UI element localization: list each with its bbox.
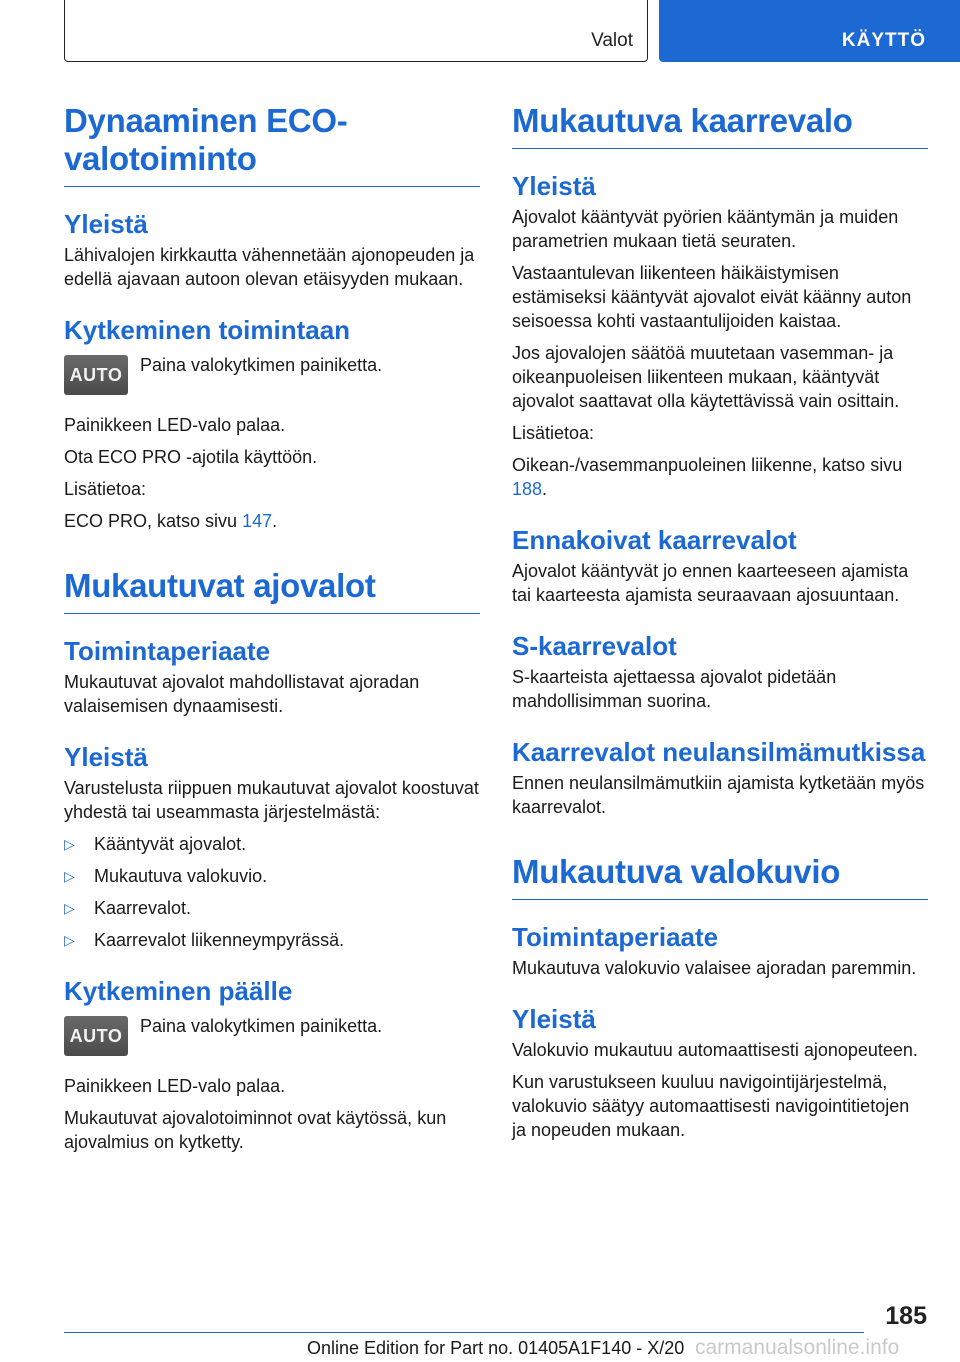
pattern-principle-text: Mukautuva valokuvio valaisee ajoradan paremmin. [512, 958, 917, 978]
watermark-text: carmanualsonline.info [695, 1336, 900, 1359]
heading-pattern-general: Yleistä [512, 1004, 596, 1034]
left-column [64, 102, 480, 1154]
page-number: 185 [885, 1302, 927, 1330]
switch-led-text: Painikkeen LED-valo palaa. [64, 1076, 286, 1096]
eco-general-text: Lähivalojen kirkkautta vähennetään ajonopeuden ja edellä ajavaan autoon olevan etäisyyden mukaan. [64, 245, 475, 289]
switch-press-text: Paina valokytkimen painiketta. [140, 1016, 383, 1036]
predictive-curve-text: Ajovalot kääntyvät jo ennen kaarteeseen ajamista tai kaarteesta ajamista seuraavaan ajosuuntaan. [512, 561, 909, 605]
heading-principle: Toimintaperiaate [64, 636, 271, 666]
heading-pattern-principle: Toimintaperiaate [512, 922, 719, 952]
curve-more-info: Lisätietoa: [512, 423, 595, 443]
s-curve-text: S-kaarteista ajettaessa ajovalot pidetään mahdollisimman suorina. [512, 667, 837, 711]
eco-reference: ECO PRO, katso sivu 147. [64, 511, 278, 531]
auto-button-icon: AUTO [64, 1016, 128, 1056]
right-column [512, 102, 928, 1142]
eco-pro-text: Ota ECO PRO -ajotila käyttöön. [64, 447, 318, 467]
curve-general-text-1: Ajovalot kääntyvät pyörien kääntymän ja muiden parametrien mukaan tietä seuraten. [512, 207, 899, 251]
triangle-bullet-icon: ▷ [64, 868, 75, 884]
heading-adaptive-headlights: Mukautuvat ajovalot [64, 567, 480, 614]
eco-auto-instruction [64, 353, 480, 399]
curve-general-text-2: Vastaantulevan liikenteen häikäistymisen estämiseksi kääntyvät ajovalot eivät käänny auton seisoessa kohti vastaantulijoiden kaistaa. [512, 263, 912, 331]
heading-switch-on: Kytkeminen päälle [64, 976, 293, 1006]
eco-more-info: Lisätietoa: [64, 479, 147, 499]
systems-list [64, 832, 480, 952]
triangle-bullet-icon: ▷ [64, 932, 75, 948]
page-link-188[interactable]: 188 [512, 479, 543, 499]
heading-general: Yleistä [64, 742, 148, 772]
triangle-bullet-icon: ▷ [64, 900, 75, 916]
header-chapter-title: KÄYTTÖ [841, 30, 926, 51]
heading-adaptive-curve-light: Mukautuva kaarrevalo [512, 102, 928, 149]
eco-press-text: Paina valokytkimen painiketta. [140, 355, 383, 375]
header-chapter-tab [659, 0, 960, 62]
list-item: ▷ Mukautuva valokuvio. [64, 866, 268, 886]
pattern-general-text-1: Valokuvio mukautuu automaattisesti ajonopeuteen. [512, 1040, 918, 1060]
footer-edition: Online Edition for Part no. 01405A1F140 - X/20 [307, 1338, 685, 1358]
footer-divider [64, 1332, 864, 1333]
hairpin-curve-text: Ennen neulansilmämutkiin ajamista kytketään myös kaarrevalot. [512, 773, 925, 817]
switch-auto-instruction [64, 1014, 480, 1060]
header-section-box [64, 0, 648, 62]
page-link-147[interactable]: 147 [242, 511, 273, 531]
principle-text: Mukautuvat ajovalot mahdollistavat ajoradan valaisemisen dynaamisesti. [64, 672, 420, 716]
list-item: ▷ Kaarrevalot liikenneympyrässä. [64, 930, 345, 950]
eco-led-text: Painikkeen LED-valo palaa. [64, 415, 286, 435]
pattern-general-text-2: Kun varustukseen kuuluu navigointijärjestelmä, valokuvio säätyy automaattisesti navigointitietojen ja nopeuden mukaan. [512, 1072, 910, 1140]
curve-general-text-3: Jos ajovalojen säätöä muutetaan vasemman- ja oikeanpuoleisen liikenteen mukaan, kääntyvät ajovalot saattavat olla käytettävissä vain osittain. [512, 343, 900, 411]
heading-s-curve: S-kaarrevalot [512, 631, 677, 661]
header-section-title: Valot [591, 30, 633, 51]
heading-eco-general: Yleistä [64, 209, 148, 239]
heading-hairpin-curve: Kaarrevalot neulansilmämutkissa [512, 737, 926, 767]
triangle-bullet-icon: ▷ [64, 836, 75, 852]
heading-eco-activate: Kytkeminen toimintaan [64, 315, 351, 345]
list-item: ▷ Kaarrevalot. [64, 898, 192, 918]
heading-predictive-curve: Ennakoivat kaarrevalot [512, 525, 797, 555]
switch-note-text: Mukautuvat ajovalotoiminnot ovat käytössä, kun ajovalmius on kytketty. [64, 1108, 447, 1152]
list-item: ▷ Kääntyvät ajovalot. [64, 834, 247, 854]
general-text: Varustelusta riippuen mukautuvat ajovalot koostuvat yhdestä tai useammasta järjestelmästä: [64, 778, 479, 822]
heading-eco-light: Dynaaminen ECO-valotoiminto [64, 102, 480, 187]
heading-curve-general: Yleistä [512, 171, 596, 201]
heading-adaptive-light-pattern: Mukautuva valokuvio [512, 853, 928, 900]
auto-button-icon: AUTO [64, 355, 128, 395]
curve-reference: Oikean-/vasemmanpuoleinen liikenne, katso sivu 188. [512, 455, 903, 499]
